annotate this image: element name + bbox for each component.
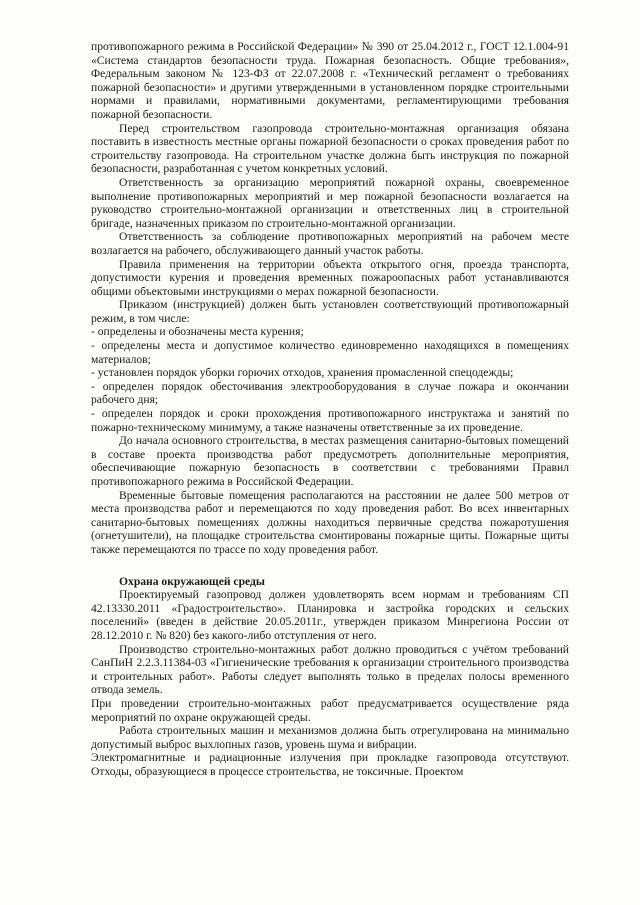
paragraph-responsibility-worker: Ответственность за соблюдение противопожарных мероприятий на рабочем месте возлагается на рабочего, обслуживающего данный участок работы. [91, 230, 569, 257]
paragraph-radiation-waste: Электромагнитные и радиационные излучения при прокладке газопровода отсутствуют. Отходы, образующиеся в процессе строительства, не токсичные. Проектом [91, 751, 569, 778]
list-item: - определен порядок и сроки прохождения противопожарного инструктажа и занятий по пожарно-техническому минимуму, а также назначены ответственные за их проведение. [91, 407, 569, 434]
paragraph-fire-regulations: противопожарного режима в Российской Федерации» № 390 от 25.04.2012 г., ГОСТ 12.1.004-91 «Система стандартов безопасности труда. Пожарная безопасность. Общие требования», Федеральным законом № 123-ФЗ от 22.07.2008 г. «Технический регламент о требованиях пожарной безопасности» и другими утвержденными в установленном порядке строительными нормами и правилами, нормативными документами, регламентирующими требования пожарной безопасности. [91, 40, 569, 121]
list-item: - установлен порядок уборки горючих отходов, хранения промасленной спецодежды; [91, 366, 514, 380]
section-heading-environment: Охрана окружающей среды [119, 574, 265, 588]
paragraph-responsibility-organization: Ответственность за организацию мероприятий пожарной охраны, своевременное выполнение противопожарных мероприятий и мер пожарной безопасности возлагается на руководство строительно-монтажной организации и ответственных лиц в строительной бригаде, назначенных приказом по строительно-монтажной организации. [91, 175, 569, 230]
paragraph-gas-pipeline-norms: Проектируемый газопровод должен удовлетворять всем нормам и требованиям СП 42.13330.2011 «Градостроительство». Планировка и застройка городских и сельских поселений» (введен в действие 20.05.2011г., утвержден приказом Минрегиона России от 28.12.2010 г. № 820) без какого-либо отступления от него. [91, 588, 569, 642]
paragraph-machinery-emissions: Работа строительных машин и механизмов должна быть отрегулирована на минимально допустимый выброс выхлопных газов, уровень шума и вибрации. [91, 724, 569, 751]
paragraph-environment-measures: При проведении строительно-монтажных работ предусматривается осуществление ряда мероприятий по охране окружающей среды. [91, 696, 569, 724]
paragraph-open-fire-rules: Правила применения на территории объекта открытого огня, проезда транспорта, допустимости курения и проведения временных пожароопасных работ устанавливаются общими объектовыми инструкциями о мерах пожарной безопасности. [91, 257, 569, 298]
list-item: - определены и обозначены места курения; [91, 325, 304, 339]
paragraph-notify-fire-authorities: Перед строительством газопровода строительно-монтажная организация обязана поставить в известность местные органы пожарной безопасности о сроках проведения работ по строительству газопровода. На строительном участке должна быть инструкция по пожарной безопасности, разработанная с учетом конкретных условий. [91, 121, 569, 176]
list-item: - определен порядок обесточивания электрооборудования в случае пожара и окончании рабочего дня; [91, 379, 569, 407]
paragraph-temporary-premises: Временные бытовые помещения располагаются на расстоянии не далее 500 метров от места производства работ и перемещаются по ходу проведения работ. Во всех инвентарных санитарно-бытовых помещениях должны находиться первичные средства пожаротушения (огнетушители), на площадке строительства смонтированы пожарные щиты. Пожарные щиты также перемещаются по трассе по ходу проведения работ. [91, 488, 569, 556]
paragraph-sanpin-requirements: Производство строительно-монтажных работ должно проводиться с учётом требований СанПиН 2.2.3.11384-03 «Гигиенические требования к организации строительного производства и строительных работ». Работы следует выполнять только в пределах полосы временного отвода земель. [91, 642, 569, 697]
paragraph-fire-regime-order: Приказом (инструкцией) должен быть установлен соответствующий противопожарный режим, в том числе: [91, 298, 569, 325]
section-spacer [91, 557, 569, 575]
fire-regime-list [91, 325, 569, 434]
paragraph-sanitary-premises: До начала основного строительства, в местах размещения санитарно-бытовых помещений в составе проекта производства работ предусмотреть дополнительные мероприятия, обеспечивающие пожарную безопасность в соответствии с требованиями Правил противопожарного режима в Российской Федерации. [91, 434, 569, 488]
document-body [91, 40, 569, 778]
list-item: - определены места и допустимое количество единовременно находящихся в помещениях материалов; [91, 339, 569, 366]
